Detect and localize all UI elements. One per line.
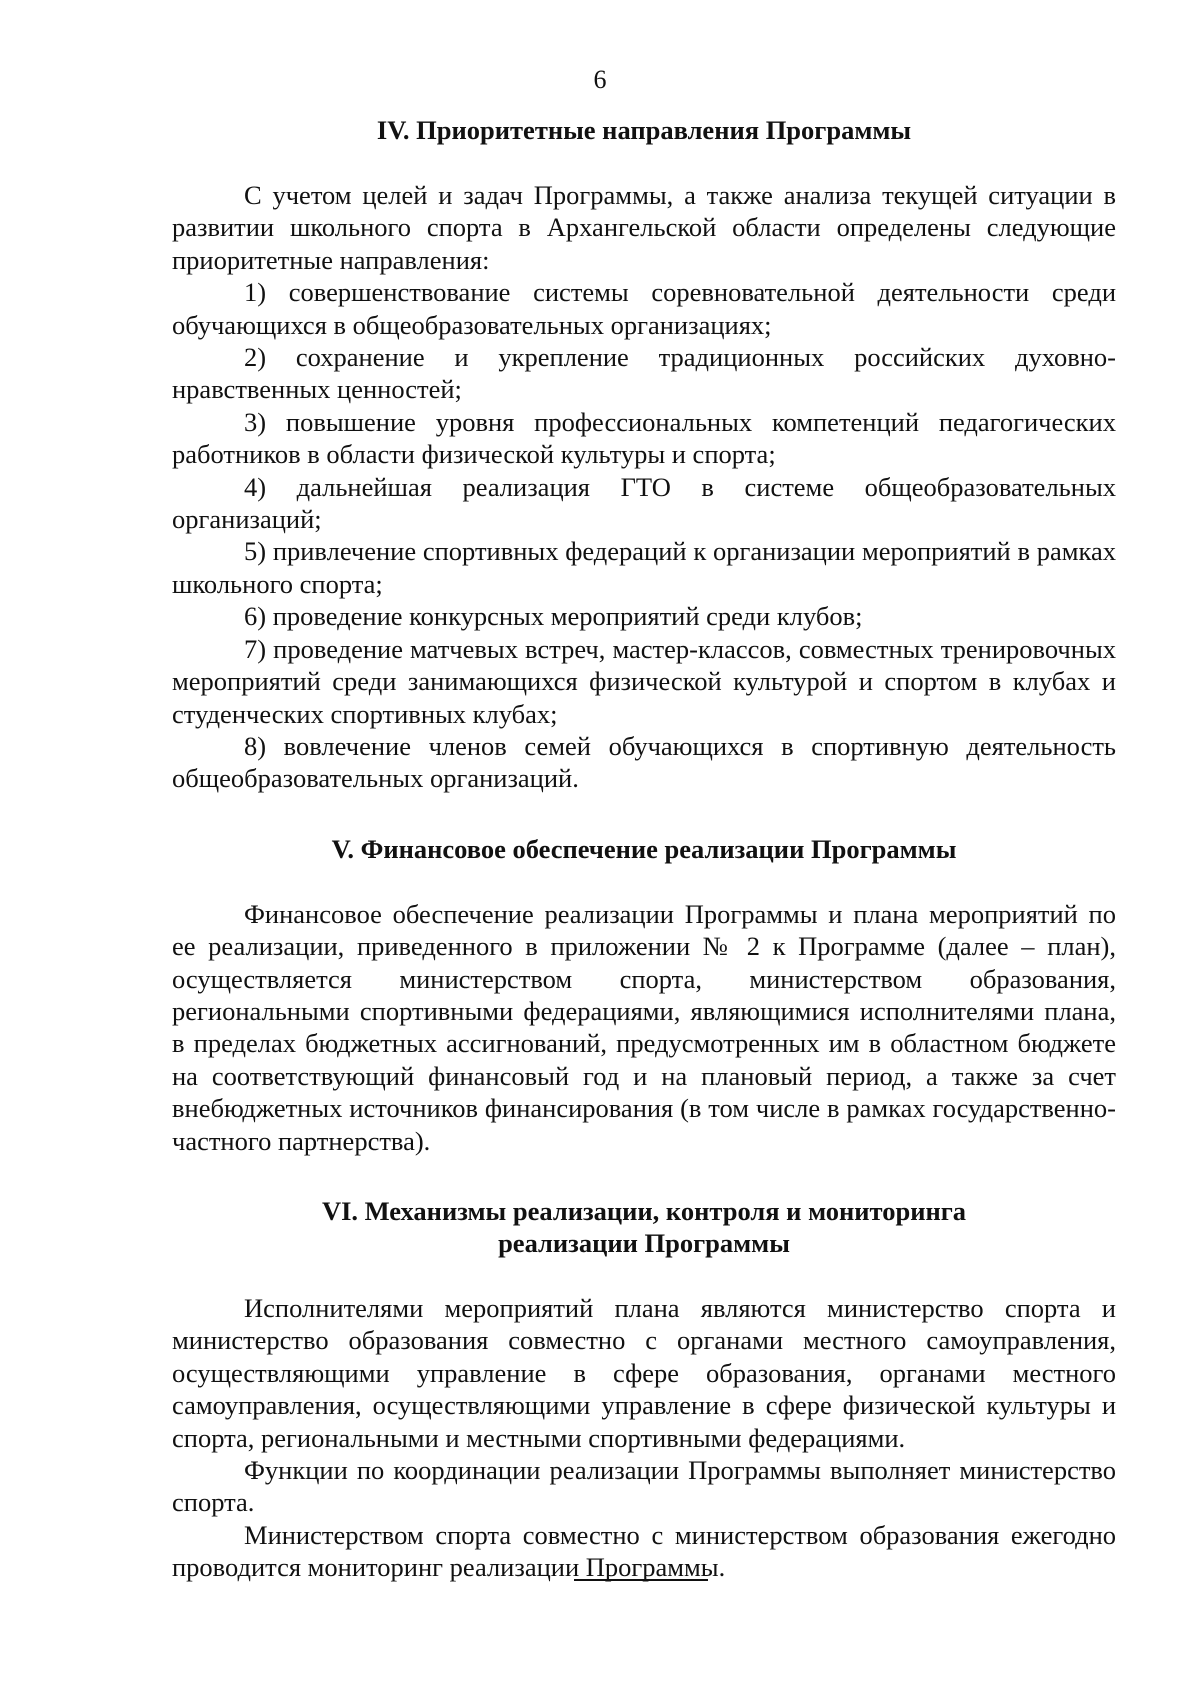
- section-title-line: реализации Программы: [498, 1227, 790, 1258]
- list-item: 2) сохранение и укрепление традиционных российских духовно-нравственных ценностей;: [172, 342, 1116, 405]
- list-item: 1) совершенствование системы соревновательной деятельности среди обучающихся в общеобразовательных организациях;: [172, 277, 1116, 340]
- section-title: IV. Приоритетные направления Программы: [376, 115, 912, 145]
- end-divider: [574, 1579, 708, 1581]
- section-title: [172, 1195, 1116, 1259]
- page-number: 6: [593, 65, 607, 94]
- section-priorities: [172, 114, 1116, 795]
- paragraph: Исполнителями мероприятий плана являются министерство спорта и министерство образования совместно с органами местного самоуправления, осуществляющими управление в сфере образования, органами местного самоуправления, осуществляющими управление в сфере физической культуры и спорта, региональными и местными спортивными федерациями.: [172, 1292, 1116, 1453]
- section-title: V. Финансовое обеспечение реализации Программы: [331, 833, 957, 864]
- list-item: 8) вовлечение членов семей обучающихся в спортивную деятельность общеобразовательных организаций.: [172, 730, 1116, 794]
- paragraph: Финансовое обеспечение реализации Программы и плана мероприятий по ее реализации, приведенного в приложении № 2 к Программе (далее – план), осуществляется министерством спорта, министерством образования, региональными спортивными федерациями, являющимися исполнителями плана, в пределах бюджетных ассигнований, предусмотренных им в областном бюджете на соответствующий финансовый год и на плановый период, а также за счет внебюджетных источников финансирования (в том числе в рамках государственно-частного партнерства).: [172, 898, 1116, 1156]
- paragraph: Министерством спорта совместно с министерством образования ежегодно проводится мониторинг реализации Программы.: [172, 1519, 1116, 1583]
- section-mechanisms: [172, 1195, 1116, 1584]
- section-financing: [172, 833, 1116, 1157]
- list-item: 4) дальнейшая реализация ГТО в системе общеобразовательных организаций;: [172, 471, 1116, 535]
- list-item: 7) проведение матчевых встреч, мастер-классов, совместных тренировочных мероприятий среди занимающихся физической культурой и спортом в клубах и студенческих спортивных клубах;: [172, 633, 1116, 729]
- section-title-line: VI. Механизмы реализации, контроля и мониторинга: [321, 1195, 967, 1226]
- section-intro: С учетом целей и задач Программы, а также анализа текущей ситуации в развитии школьного спорта в Архангельской области определены следующие приоритетные направления:: [172, 180, 1116, 275]
- list-item: 6) проведение конкурсных мероприятий среди клубов;: [244, 601, 863, 632]
- document-body: [172, 114, 1116, 1622]
- list-item: 5) привлечение спортивных федераций к организации мероприятий в рамках школьного спорта;: [172, 536, 1116, 599]
- list-item: 3) повышение уровня профессиональных компетенций педагогических работников в области физической культуры и спорта;: [172, 406, 1116, 470]
- paragraph: Функции по координации реализации Программы выполняет министерство спорта.: [172, 1455, 1116, 1518]
